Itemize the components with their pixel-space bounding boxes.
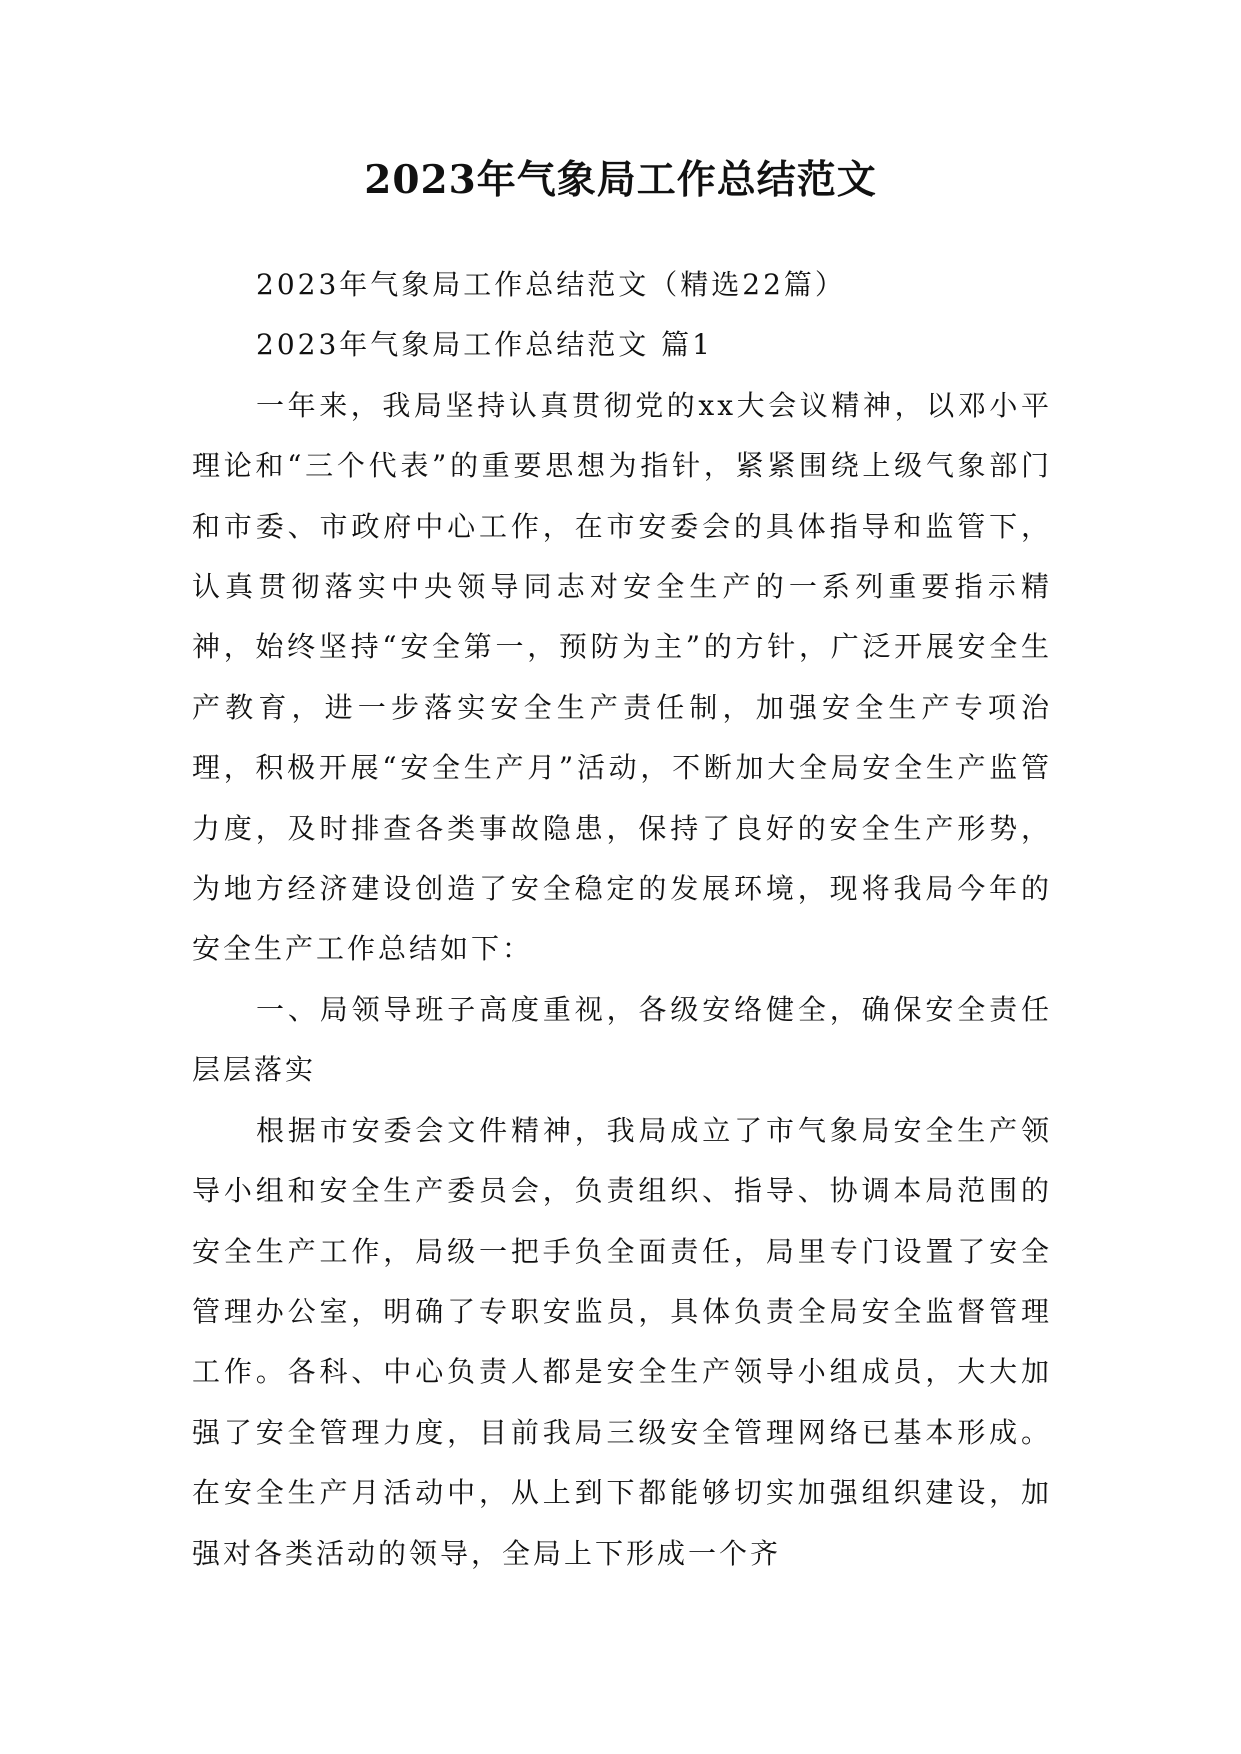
document-body	[192, 255, 1052, 1584]
body-paragraph: 一年来，我局坚持认真贯彻党的xx大会议精神，以邓小平理论和“三个代表”的重要思想为指针，紧紧围绕上级气象部门和市委、市政府中心工作，在市安委会的具体指导和监管下，认真贯彻落实中央领导同志对安全生产的一系列重要指示精神，始终坚持“安全第一，预防为主”的方针，广泛开展安全生产教育，进一步落实安全生产责任制，加强安全生产专项治理，积极开展“安全生产月”活动，不断加大全局安全生产监管力度，及时排查各类事故隐患，保持了良好的安全生产形势，为地方经济建设创造了安全稳定的发展环境，现将我局今年的安全生产工作总结如下：	[192, 388, 1052, 966]
section-heading: 2023年气象局工作总结范文 篇1	[256, 328, 713, 362]
subtitle-line: 2023年气象局工作总结范文（精选22篇）	[256, 268, 846, 301]
body-paragraph: 根据市安委会文件精神，我局成立了市气象局安全生产领导小组和安全生产委员会，负责组织、指导、协调本局范围的安全生产工作，局级一把手负全面责任，局里专门设置了安全管理办公室，明确了专职安监员，具体负责全局安全监督管理工作。各科、中心负责人都是安全生产领导小组成员，大大加强了安全管理力度，目前我局三级安全管理网络已基本形成。在安全生产月活动中，从上到下都能够切实加强组织建设，加强对各类活动的领导，全局上下形成一个齐	[192, 1113, 1052, 1570]
document-title: 2023年气象局工作总结范文	[364, 157, 877, 203]
numbered-heading: 一、局领导班子高度重视，各级安络健全，确保安全责任层层落实	[192, 992, 1052, 1087]
